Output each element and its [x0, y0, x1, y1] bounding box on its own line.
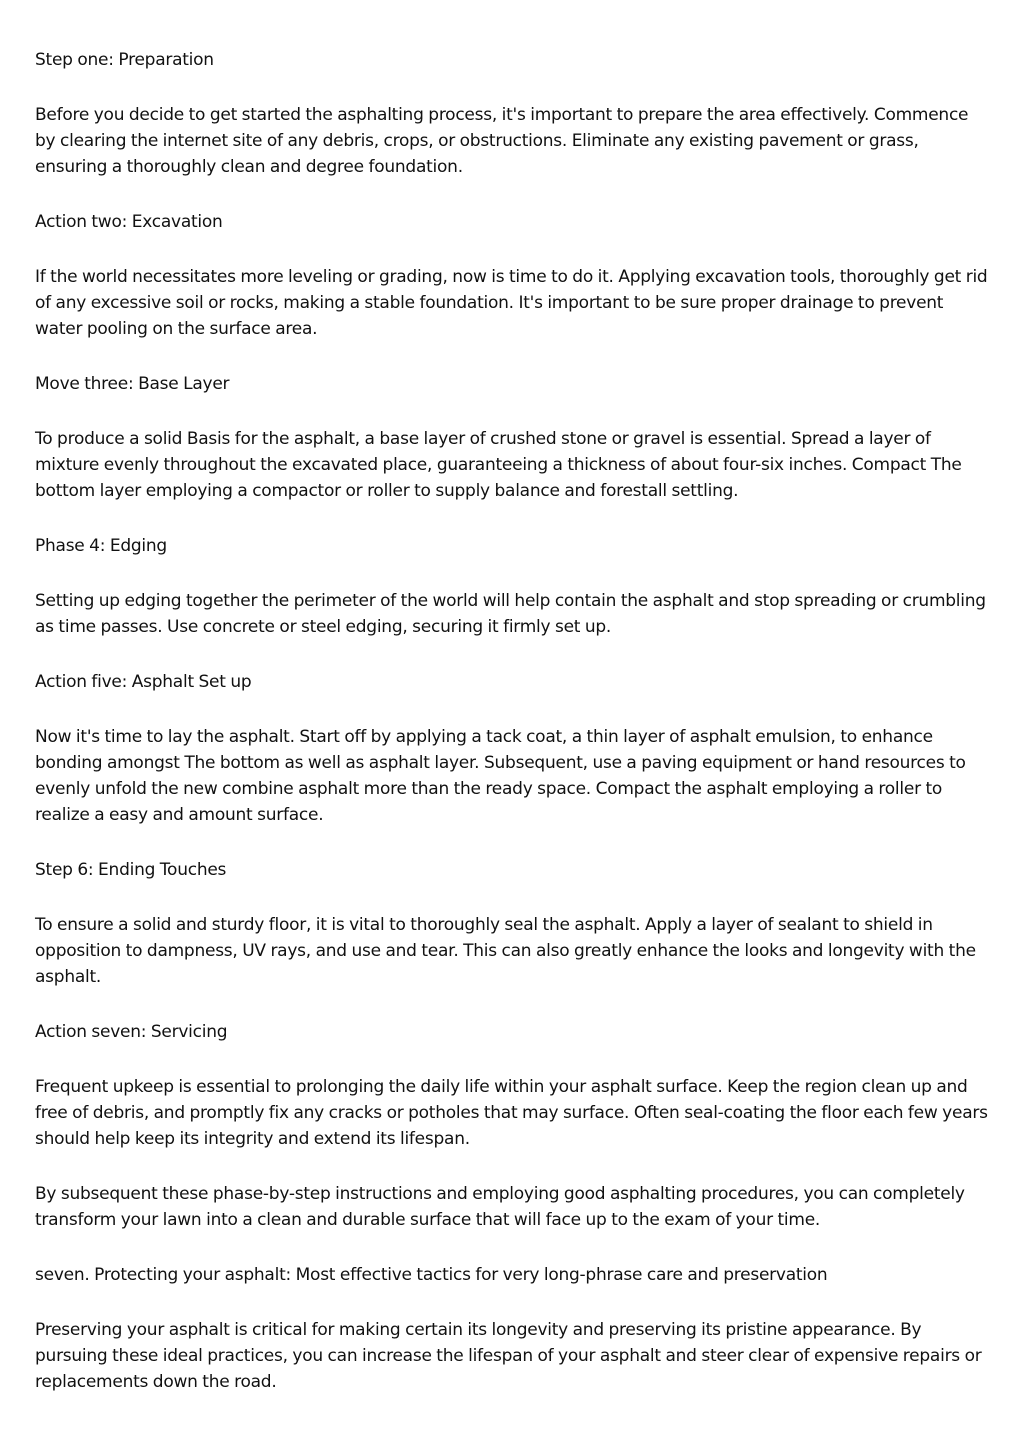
paragraph-ending-touches: To ensure a solid and sturdy floor, it is vital to thoroughly seal the asphalt. Apply a layer of sealant to shield in opposition to dampness, UV rays, and use and tear. This can also greatly enhance the looks and longevity with the asphalt. [35, 915, 976, 987]
step-heading-edging: Phase 4: Edging [35, 536, 167, 556]
paragraph-base-layer: To produce a solid Basis for the asphalt, a base layer of crushed stone or gravel is essential. Spread a layer of mixture evenly throughout the excavated place, guaranteeing a thickness of about four-six inches. Compact The bottom layer employing a compactor or roller to supply balance and forestall settling. [35, 429, 962, 501]
paragraph-summary: By subsequent these phase-by-step instructions and employing good asphalting procedures, you can completely transform your lawn into a clean and durable surface that will face up to the exam of your time. [35, 1184, 965, 1230]
section-heading-protecting-asphalt: seven. Protecting your asphalt: Most effective tactics for very long-phrase care and preservation [35, 1265, 828, 1285]
step-heading-ending-touches: Step 6: Ending Touches [35, 860, 227, 880]
paragraph-protecting-asphalt: Preserving your asphalt is critical for making certain its longevity and preserving its pristine appearance. By pursuing these ideal practices, you can increase the lifespan of your asphalt and steer clear of expensive repairs or replacements down the road. [35, 1320, 982, 1392]
step-heading-excavation: Action two: Excavation [35, 212, 223, 232]
step-heading-asphalt-setup: Action five: Asphalt Set up [35, 672, 252, 692]
paragraph-servicing: Frequent upkeep is essential to prolonging the daily life within your asphalt surface. Keep the region clean up and free of debris, and promptly fix any cracks or potholes that may surface. Often seal-coating the floor each few years should help keep its integrity and extend its lifespan. [35, 1077, 988, 1149]
step-heading-base-layer: Move three: Base Layer [35, 374, 230, 394]
paragraph-asphalt-setup: Now it's time to lay the asphalt. Start off by applying a tack coat, a thin layer of asphalt emulsion, to enhance bonding amongst The bottom as well as asphalt layer. Subsequent, use a paving equipment or hand resources to evenly unfold the new combine asphalt more than the ready space. Compact the asphalt employing a roller to realize a easy and amount surface. [35, 727, 966, 825]
paragraph-preparation: Before you decide to get started the asphalting process, it's important to prepare the area effectively. Commence by clearing the internet site of any debris, crops, or obstructions. Eliminate any existing pavement or grass, ensuring a thoroughly clean and degree foundation. [35, 105, 969, 177]
step-heading-preparation: Step one: Preparation [35, 50, 214, 70]
paragraph-edging: Setting up edging together the perimeter of the world will help contain the asphalt and stop spreading or crumbling as time passes. Use concrete or steel edging, securing it firmly set up. [35, 591, 986, 637]
paragraph-excavation: If the world necessitates more leveling or grading, now is time to do it. Applying excavation tools, thoroughly get rid of any excessive soil or rocks, making a stable foundation. It's important to be sure proper drainage to prevent water pooling on the surface area. [35, 267, 988, 339]
step-heading-servicing: Action seven: Servicing [35, 1022, 228, 1042]
